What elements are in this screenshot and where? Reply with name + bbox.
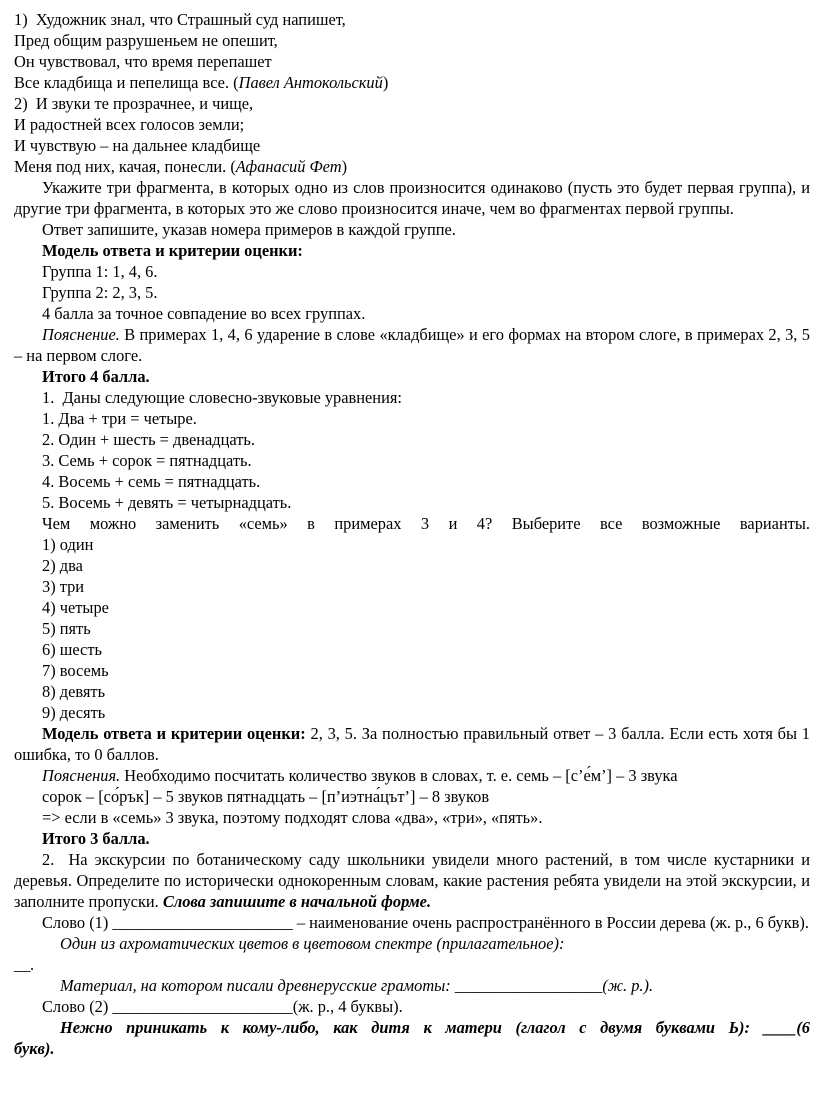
text-run: 8) девять bbox=[42, 682, 106, 701]
text-run: 1) один bbox=[42, 535, 94, 554]
paragraph bbox=[14, 93, 810, 114]
paragraph bbox=[14, 1038, 810, 1059]
text-run: букв). bbox=[14, 1039, 55, 1058]
paragraph bbox=[14, 597, 810, 618]
paragraph bbox=[14, 639, 810, 660]
paragraph bbox=[14, 30, 810, 51]
text-run: Меня под них, качая, понесли. ( bbox=[14, 157, 236, 176]
text-run: Группа 1: 1, 4, 6. bbox=[42, 262, 158, 281]
text-run: 9) десять bbox=[42, 703, 106, 722]
text-run: 7) восемь bbox=[42, 661, 109, 680]
text-run: ) bbox=[341, 157, 348, 176]
text-run: Модель ответа и критерии оценки: bbox=[42, 724, 311, 743]
paragraph bbox=[14, 450, 810, 471]
paragraph bbox=[14, 954, 810, 975]
paragraph bbox=[14, 72, 810, 93]
text-run: Чем можно заменить «семь» в примерах 3 и 4? Выберите все возможные варианты. bbox=[42, 514, 810, 533]
paragraph bbox=[14, 324, 810, 366]
text-run: Необходимо посчитать количество звуков в словах, т. е. семь – [с’е́м’] – 3 звука bbox=[120, 766, 678, 785]
text-run: И радостней всех голосов земли; bbox=[14, 115, 245, 134]
paragraph bbox=[14, 513, 810, 534]
text-run: 3) три bbox=[42, 577, 85, 596]
text-run: Пояснение. bbox=[42, 325, 120, 344]
paragraph bbox=[14, 828, 810, 849]
paragraph bbox=[14, 261, 810, 282]
text-run: 2) два bbox=[42, 556, 83, 575]
text-run: Пред общим разрушеньем не опешит, bbox=[14, 31, 278, 50]
paragraph bbox=[14, 177, 810, 219]
paragraph bbox=[14, 282, 810, 303]
paragraph bbox=[14, 366, 810, 387]
text-run: 2, 3, 5. За полностью правильный ответ – 3 балла. Если есть хотя бы 1 ошибка, то 0 баллов. bbox=[14, 724, 810, 764]
paragraph bbox=[14, 723, 810, 765]
text-run: 1) Художник знал, что Страшный суд напишет, bbox=[14, 10, 346, 29]
text-run: 5. Восемь + девять = четырнадцать. bbox=[42, 493, 292, 512]
text-run: ) bbox=[382, 73, 389, 92]
text-run: Нежно приникать к кому-либо, как дитя к матери (глагол с двумя буквами Ь): ____(6 bbox=[60, 1018, 810, 1037]
paragraph bbox=[14, 135, 810, 156]
text-run: 3. Семь + сорок = пятнадцать. bbox=[42, 451, 252, 470]
paragraph bbox=[14, 429, 810, 450]
paragraph bbox=[14, 408, 810, 429]
text-run: 1. Даны следующие словесно-звуковые уравнения: bbox=[42, 388, 402, 407]
paragraph bbox=[14, 807, 810, 828]
text-run: Укажите три фрагмента, в которых одно из слов произносится одинаково (пусть это будет первая группа), и другие три фрагмента, в которых это же слово произносится иначе, чем во фрагментах первой группы. bbox=[14, 178, 810, 218]
text-run: 4) четыре bbox=[42, 598, 109, 617]
paragraph bbox=[14, 681, 810, 702]
paragraph bbox=[14, 618, 810, 639]
text-run: Павел Антокольский bbox=[238, 73, 383, 92]
text-run: 2) И звуки те прозрачнее, и чище, bbox=[14, 94, 254, 113]
text-run: Слова запишите в начальной форме. bbox=[162, 892, 432, 911]
paragraph bbox=[14, 849, 810, 912]
text-run: 4. Восемь + семь = пятнадцать. bbox=[42, 472, 261, 491]
text-run: 1. Два + три = четыре. bbox=[42, 409, 197, 428]
text-run: сорок – [со́рък] – 5 звуков пятнадцать – [п’иэтна́цът’] – 8 звуков bbox=[42, 787, 490, 806]
paragraph bbox=[14, 996, 810, 1017]
paragraph bbox=[14, 492, 810, 513]
text-run: Слово (1) ______________________ – наименование очень распространённого в России дерева (ж. р., 6 букв). bbox=[42, 913, 809, 932]
paragraph bbox=[14, 660, 810, 681]
paragraph bbox=[14, 975, 810, 996]
text-run: __. bbox=[14, 955, 35, 974]
text-run: В примерах 1, 4, 6 ударение в слове «кладбище» и его формах на втором слоге, в примерах 2, 3, 5 – на первом слоге. bbox=[14, 325, 810, 365]
text-run: Афанасий Фет bbox=[235, 157, 342, 176]
text-run: Итого 4 балла. bbox=[42, 367, 150, 386]
paragraph bbox=[14, 156, 810, 177]
text-run: Группа 2: 2, 3, 5. bbox=[42, 283, 158, 302]
text-run: Пояснения. bbox=[42, 766, 121, 785]
paragraph bbox=[14, 219, 810, 240]
paragraph bbox=[14, 240, 810, 261]
text-run: 6) шесть bbox=[42, 640, 102, 659]
text-run: И чувствую – на дальнее кладбище bbox=[14, 136, 261, 155]
paragraph bbox=[14, 933, 810, 954]
text-run: 5) пять bbox=[42, 619, 91, 638]
paragraph bbox=[14, 471, 810, 492]
paragraph bbox=[14, 576, 810, 597]
text-run: Итого 3 балла. bbox=[42, 829, 150, 848]
text-run: Материал, на котором писали древнерусские грамоты: __________________(ж. р.). bbox=[60, 976, 654, 995]
paragraph bbox=[14, 114, 810, 135]
paragraph bbox=[14, 555, 810, 576]
text-run: Слово (2) ______________________(ж. р., 4 буквы). bbox=[42, 997, 403, 1016]
paragraph bbox=[14, 51, 810, 72]
paragraph bbox=[14, 534, 810, 555]
paragraph bbox=[14, 702, 810, 723]
text-run: 2. На экскурсии по ботаническому саду школьники увидели много растений, в том числе кустарники и деревья. Определите по исторически однокоренным словам, какие растения ребята увидели на этой экскурсии, и заполните пропуски. bbox=[14, 850, 810, 911]
text-run: Один из ахроматических цветов в цветовом спектре (прилагательное): bbox=[60, 934, 565, 953]
paragraph bbox=[14, 786, 810, 807]
text-run: Все кладбища и пепелища все. ( bbox=[14, 73, 239, 92]
text-run: => если в «семь» 3 звука, поэтому подходят слова «два», «три», «пять». bbox=[42, 808, 543, 827]
text-run: Ответ запишите, указав номера примеров в каждой группе. bbox=[42, 220, 456, 239]
document-content bbox=[14, 9, 810, 1059]
paragraph bbox=[14, 912, 810, 933]
paragraph bbox=[14, 1017, 810, 1038]
paragraph bbox=[14, 303, 810, 324]
text-run: 4 балла за точное совпадение во всех группах. bbox=[42, 304, 366, 323]
paragraph bbox=[14, 765, 810, 786]
text-run: 2. Один + шесть = двенадцать. bbox=[42, 430, 255, 449]
paragraph bbox=[14, 387, 810, 408]
paragraph bbox=[14, 9, 810, 30]
text-run: Модель ответа и критерии оценки: bbox=[42, 241, 303, 260]
text-run: Он чувствовал, что время перепашет bbox=[14, 52, 272, 71]
